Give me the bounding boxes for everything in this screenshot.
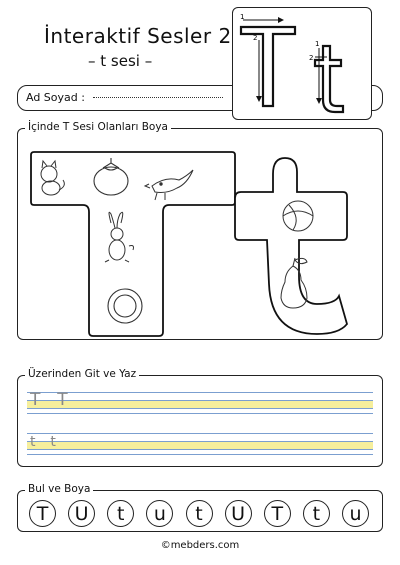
letter-circle[interactable]: U [225,500,252,527]
letter-circle[interactable]: t [107,500,134,527]
trace-letters-lower: t t [30,434,58,450]
stroke-number: 1 [315,40,320,48]
coloring-legend: İçinde T Sesi Olanları Boya [25,121,171,133]
page-subtitle: – t sesi – [88,52,153,70]
letter-circle[interactable]: T [264,500,291,527]
letter-circle[interactable]: t [186,500,213,527]
letter-circle[interactable]: U [68,500,95,527]
footer-credit: ©mebders.com [160,540,240,551]
letter-trace-box [232,7,372,120]
letter-circle-row [29,500,369,527]
letter-circle[interactable]: u [146,500,173,527]
letter-circle[interactable]: t [303,500,330,527]
stroke-number: 2 [309,54,314,62]
trace-write-legend: Üzerinden Git ve Yaz [25,368,139,380]
letter-circle[interactable]: u [342,500,369,527]
name-input-line[interactable] [93,96,223,98]
coloring-art [17,128,383,340]
letter-trace-art [233,8,373,121]
trace-upper-t-shape [241,27,295,106]
stroke-number: 1 [240,13,245,21]
writing-row-2[interactable] [27,433,373,455]
name-label: Ad Soyad : [26,91,85,104]
trace-letters-upper: T T [30,390,70,410]
stroke-number: 2 [253,34,258,42]
find-color-legend: Bul ve Boya [25,483,93,495]
big-upper-t-outline [31,152,235,336]
page-title: İnteraktif Sesler 2 [44,24,232,48]
writing-row-1[interactable] [27,392,373,414]
letter-circle[interactable]: T [29,500,56,527]
